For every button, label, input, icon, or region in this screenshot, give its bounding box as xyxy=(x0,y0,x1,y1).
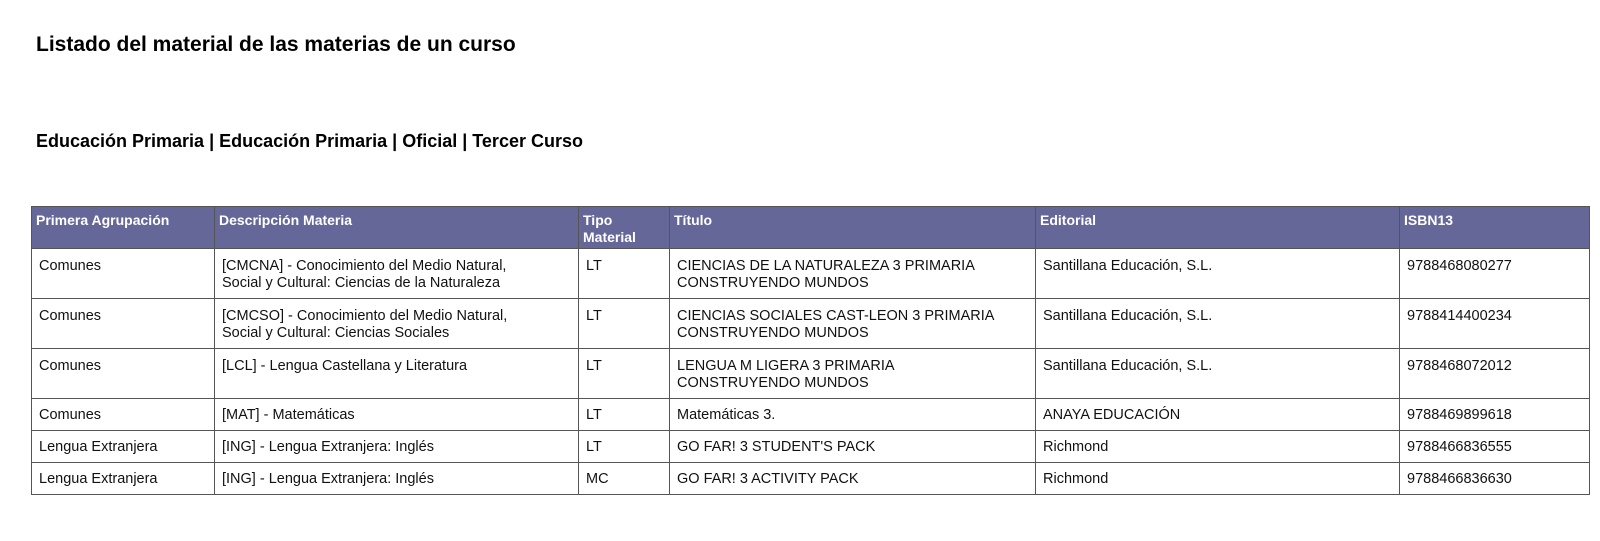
cell-grouping: Comunes xyxy=(32,249,215,299)
table-row xyxy=(32,249,1590,299)
cell-material-type: LT xyxy=(579,299,670,349)
materials-table xyxy=(31,206,1590,495)
cell-isbn: 9788468080277 xyxy=(1400,249,1590,299)
cell-title: LENGUA M LIGERA 3 PRIMARIA CONSTRUYENDO MUNDOS xyxy=(670,349,1036,399)
cell-grouping: Comunes xyxy=(32,299,215,349)
cell-description: [CMCNA] - Conocimiento del Medio Natural, Social y Cultural: Ciencias de la Naturaleza xyxy=(215,249,579,299)
table-body xyxy=(32,249,1590,495)
header-row xyxy=(32,207,1590,249)
cell-material-type: LT xyxy=(579,349,670,399)
cell-isbn: 9788469899618 xyxy=(1400,399,1590,431)
cell-description: [ING] - Lengua Extranjera: Inglés xyxy=(215,463,579,495)
cell-title: CIENCIAS SOCIALES CAST-LEON 3 PRIMARIA CONSTRUYENDO MUNDOS xyxy=(670,299,1036,349)
header-isbn: ISBN13 xyxy=(1400,207,1590,249)
header-description: Descripción Materia xyxy=(215,207,579,249)
materials-table-container xyxy=(31,206,1589,495)
cell-isbn: 9788468072012 xyxy=(1400,349,1590,399)
cell-material-type: MC xyxy=(579,463,670,495)
cell-material-type: LT xyxy=(579,431,670,463)
cell-title: CIENCIAS DE LA NATURALEZA 3 PRIMARIA CONSTRUYENDO MUNDOS xyxy=(670,249,1036,299)
cell-isbn: 9788466836555 xyxy=(1400,431,1590,463)
cell-isbn: 9788414400234 xyxy=(1400,299,1590,349)
page-title: Listado del material de las materias de un curso xyxy=(36,33,516,56)
cell-grouping: Lengua Extranjera xyxy=(32,463,215,495)
table-row xyxy=(32,299,1590,349)
cell-publisher: Santillana Educación, S.L. xyxy=(1036,299,1400,349)
cell-material-type: LT xyxy=(579,249,670,299)
header-title: Título xyxy=(670,207,1036,249)
header-material-type: Tipo Material xyxy=(579,207,670,249)
cell-description: [LCL] - Lengua Castellana y Literatura xyxy=(215,349,579,399)
cell-publisher: ANAYA EDUCACIÓN xyxy=(1036,399,1400,431)
cell-material-type: LT xyxy=(579,399,670,431)
cell-publisher: Richmond xyxy=(1036,431,1400,463)
cell-publisher: Santillana Educación, S.L. xyxy=(1036,349,1400,399)
table-row xyxy=(32,349,1590,399)
cell-description: [CMCSO] - Conocimiento del Medio Natural, Social y Cultural: Ciencias Sociales xyxy=(215,299,579,349)
cell-publisher: Santillana Educación, S.L. xyxy=(1036,249,1400,299)
course-subtitle: Educación Primaria | Educación Primaria | Oficial | Tercer Curso xyxy=(36,131,583,151)
header-grouping: Primera Agrupación xyxy=(32,207,215,249)
cell-title: GO FAR! 3 STUDENT'S PACK xyxy=(670,431,1036,463)
cell-description: [MAT] - Matemáticas xyxy=(215,399,579,431)
cell-grouping: Comunes xyxy=(32,399,215,431)
table-header xyxy=(32,207,1590,249)
cell-description: [ING] - Lengua Extranjera: Inglés xyxy=(215,431,579,463)
table-row xyxy=(32,431,1590,463)
header-publisher: Editorial xyxy=(1036,207,1400,249)
table-row xyxy=(32,463,1590,495)
cell-isbn: 9788466836630 xyxy=(1400,463,1590,495)
cell-publisher: Richmond xyxy=(1036,463,1400,495)
cell-grouping: Comunes xyxy=(32,349,215,399)
table-row xyxy=(32,399,1590,431)
cell-title: GO FAR! 3 ACTIVITY PACK xyxy=(670,463,1036,495)
cell-grouping: Lengua Extranjera xyxy=(32,431,215,463)
cell-title: Matemáticas 3. xyxy=(670,399,1036,431)
